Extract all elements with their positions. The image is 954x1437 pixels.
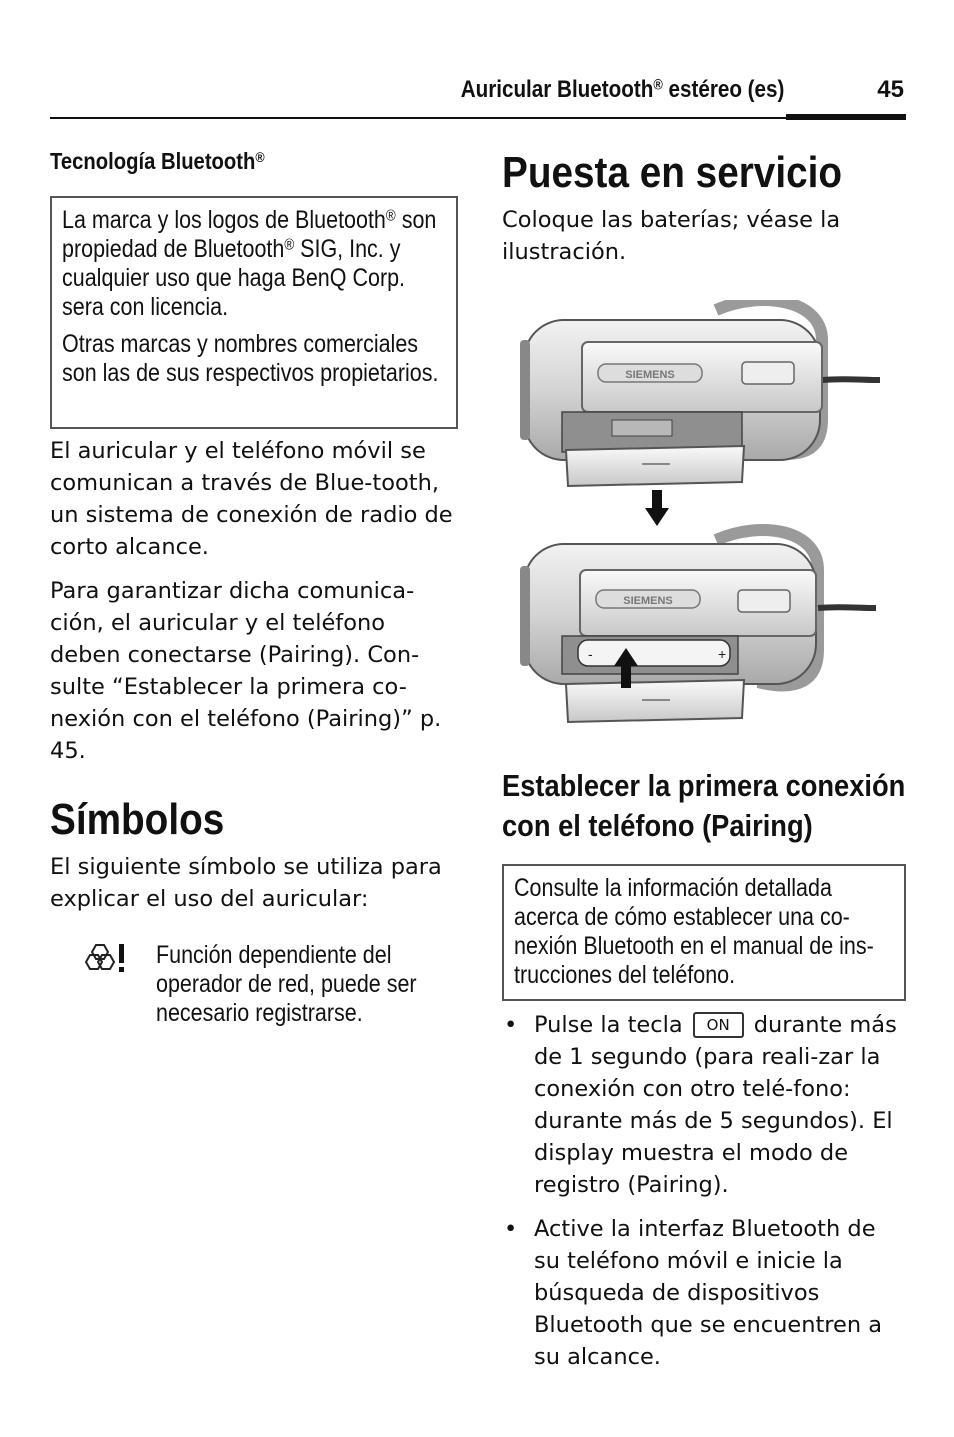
paragraph-bluetooth: El auricular y el teléfono móvil se comunican a través de Blue-tooth, un sistema de conexión de radio de corto alcance. (50, 438, 453, 560)
symbol-description: Función dependiente del operador de red, puede ser necesario registrarse. (156, 941, 417, 1027)
headset-top (520, 300, 880, 486)
step-press-on: • Pulse la tecla ON durante más de 1 segundo (para reali-zar la conexión con otro telé-fono: durante más de 5 segundos). El display muestra el modo de registro (Pairing). (502, 1009, 906, 1201)
trademark-note-p2: Otras marcas y nombres comerciales son las de sus respectivos propietarios. (62, 330, 439, 387)
on-key: ON (693, 1012, 744, 1038)
brand-label-bottom: SIEMENS (623, 595, 673, 607)
network-dependent-icon (84, 941, 128, 975)
battery-illustration (502, 300, 906, 730)
running-title: Auricular Bluetooth® estéreo (es) (460, 76, 784, 103)
setup-heading: Puesta en servicio (502, 148, 843, 197)
symbol-row (50, 941, 458, 1041)
setup-intro: Coloque las baterías; véase la ilustración. (502, 207, 841, 265)
symbols-intro: El siguiente símbolo se utiliza para explicar el uso del auricular: (50, 854, 442, 912)
symbols-heading: Símbolos (50, 795, 225, 844)
header-rule (50, 117, 906, 119)
tech-heading: Tecnología Bluetooth® (50, 148, 265, 174)
pairing-note-text: Consulte la información detallada acerca de cómo establecer una co-nexión Bluetooth en el manual de ins-trucciones del teléfono. (514, 874, 874, 989)
page-number: 45 (877, 76, 904, 103)
headset-bottom (520, 530, 876, 722)
trademark-note (50, 196, 458, 429)
header-rule-accent (786, 114, 906, 120)
pairing-heading: Establecer la primera conexión con el teléfono (Pairing) (502, 768, 906, 843)
brand-label-top: SIEMENS (625, 369, 675, 381)
trademark-note-p1: La marca y los logos de Bluetooth® son propiedad de Bluetooth® SIG, Inc. y cualquier uso que haga BenQ Corp. sera con licencia. (62, 206, 437, 321)
page-header (50, 0, 906, 122)
left-column (50, 148, 458, 1041)
battery-minus: - (588, 646, 593, 662)
paragraph-pairing-ref: Para garantizar dicha comunica-ción, el auricular y el teléfono deben conectarse (Pairing). Con-sulte “Establecer la primera co-nexión con el teléfono (Pairing)” p. 45. (50, 578, 442, 764)
pairing-steps (502, 1009, 906, 1373)
right-column (502, 148, 906, 1373)
pairing-note (502, 864, 906, 1001)
step-activate-bluetooth: • Active la interfaz Bluetooth de su teléfono móvil e inicie la búsqueda de dispositivos Bluetooth que se encuentren a su alcance. (502, 1213, 906, 1373)
arrow-down-icon (645, 490, 669, 526)
battery-plus: + (718, 646, 727, 662)
